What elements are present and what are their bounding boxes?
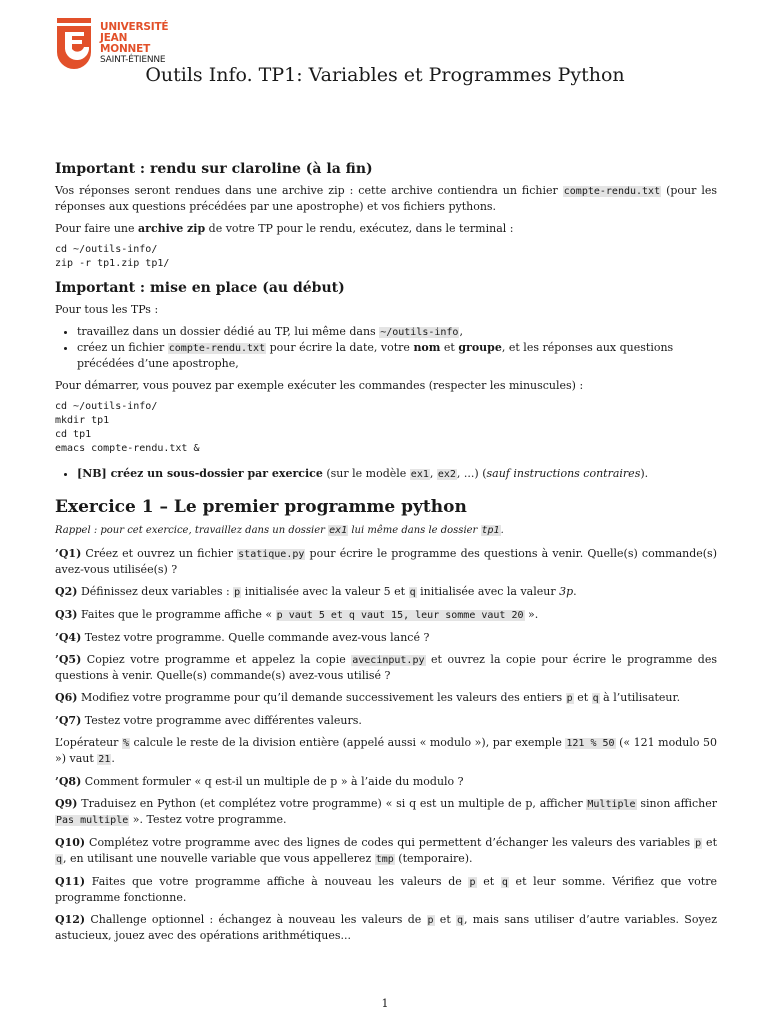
code-block: cd ~/outils-info/ mkdir tp1 cd tp1 emacs compte-rendu.txt & [55,401,200,454]
rappel-note: Rappel : pour cet exercice, travaillez dans un dossier ex1 lui même dans le dossier tp1. [55,525,504,536]
document-title: Outils Info. TP1: Variables et Programmes Python [145,64,625,86]
section-exercise-1 [55,497,717,943]
question-q1: ’Q1) Créez et ouvrez un fichier statique.py pour écrire le programme des questions à venir. Quelle(s) commande(s) avez-vous utilisée(s) ? [55,547,717,576]
question-q3: Q3) Faites que le programme affiche « p vaut 5 et q vaut 15, leur somme vaut 20 ». [55,608,539,621]
list-item: • créez un fichier compte-rendu.txt pour écrire la date, votre nom et groupe, et les réponses aux questions précédées d’une apostrophe, [77,340,717,371]
paragraph: Pour démarrer, vous pouvez par exemple exécuter les commandes (respecter les minuscules) : [55,379,584,392]
bullet-list [55,466,717,482]
logo-line-1: UNIVERSITÉ [100,21,169,33]
modulo-explanation: L’opérateur % calcule le reste de la division entière (appelé aussi « modulo »), par exemple 121 % 50 (« 121 modulo 50 ») vaut 21. [55,736,717,765]
paragraph: Vos réponses seront rendues dans une archive zip : cette archive contiendra un fichier compte-rendu.txt (pour les réponses aux questions précédées par une apostrophe) et vos fichiers pythons. [55,184,718,213]
question-q6: Q6) Modifiez votre programme pour qu’il demande successivement les valeurs des entiers p et q à l’utilisateur. [55,691,681,704]
question-q12: Q12) Challenge optionnel : échangez à nouveau les valeurs de p et q, mais sans utiliser d’autre variables. Soyez astucieux, jouez avec des opérations arithmétiques... [55,913,717,942]
question-q2: Q2) Définissez deux variables : p initialisée avec la valeur 5 et q initialisée avec la valeur 3p. [55,585,577,598]
question-q11: Q11) Faites que votre programme affiche à nouveau les valeurs de p et q et leur somme. Vérifiez que votre programme fonctionne. [55,875,717,904]
list-item: • travaillez dans un dossier dédié au TP, lui même dans ~/outils-info, [77,324,717,340]
section-heading: Important : rendu sur claroline (à la fin) [55,161,373,177]
section-rendu [55,162,717,271]
logo-wordmark [100,22,174,66]
document-body [55,162,717,950]
exercise-heading: Exercice 1 – Le premier programme python [55,497,467,517]
paragraph: Pour tous les TPs : [55,303,159,316]
page-number: 1 [381,997,389,1010]
section-heading: Important : mise en place (au début) [55,280,345,296]
question-q9: Q9) Traduisez en Python (et complétez votre programme) « si q est un multiple de p, afficher Multiple sinon afficher Pas multiple ». Testez votre programme. [55,797,717,826]
bullet-list [55,324,717,371]
question-q4: ’Q4) Testez votre programme. Quelle commande avez-vous lancé ? [55,631,430,644]
question-q10: Q10) Complétez votre programme avec des lignes de codes qui permettent d’échanger les valeurs des variables p et q, en utilisant une nouvelle variable que vous appellerez tmp (temporaire). [55,836,717,865]
question-q8: ’Q8) Comment formuler « q est-il un multiple de p » à l’aide du modulo ? [55,775,464,788]
logo-line-2: JEAN MONNET [100,32,151,55]
paragraph: Pour faire une archive zip de votre TP pour le rendu, exécutez, dans le terminal : [55,222,514,235]
section-mise-en-place [55,281,717,482]
logo-line-3: SAINT-ÉTIENNE [100,55,166,65]
question-q7: ’Q7) Testez votre programme avec différentes valeurs. [55,714,362,727]
question-q5: ’Q5) Copiez votre programme et appelez la copie avecinput.py et ouvrez la copie pour écrire le programme des questions à venir. Quelle(s) commande(s) avez-vous utilisé ? [55,653,717,682]
code-block: cd ~/outils-info/ zip -r tp1.zip tp1/ [55,244,170,269]
list-item: • [NB] créez un sous-dossier par exercice (sur le modèle ex1, ex2, ...) (sauf instructions contraires). [77,466,717,482]
